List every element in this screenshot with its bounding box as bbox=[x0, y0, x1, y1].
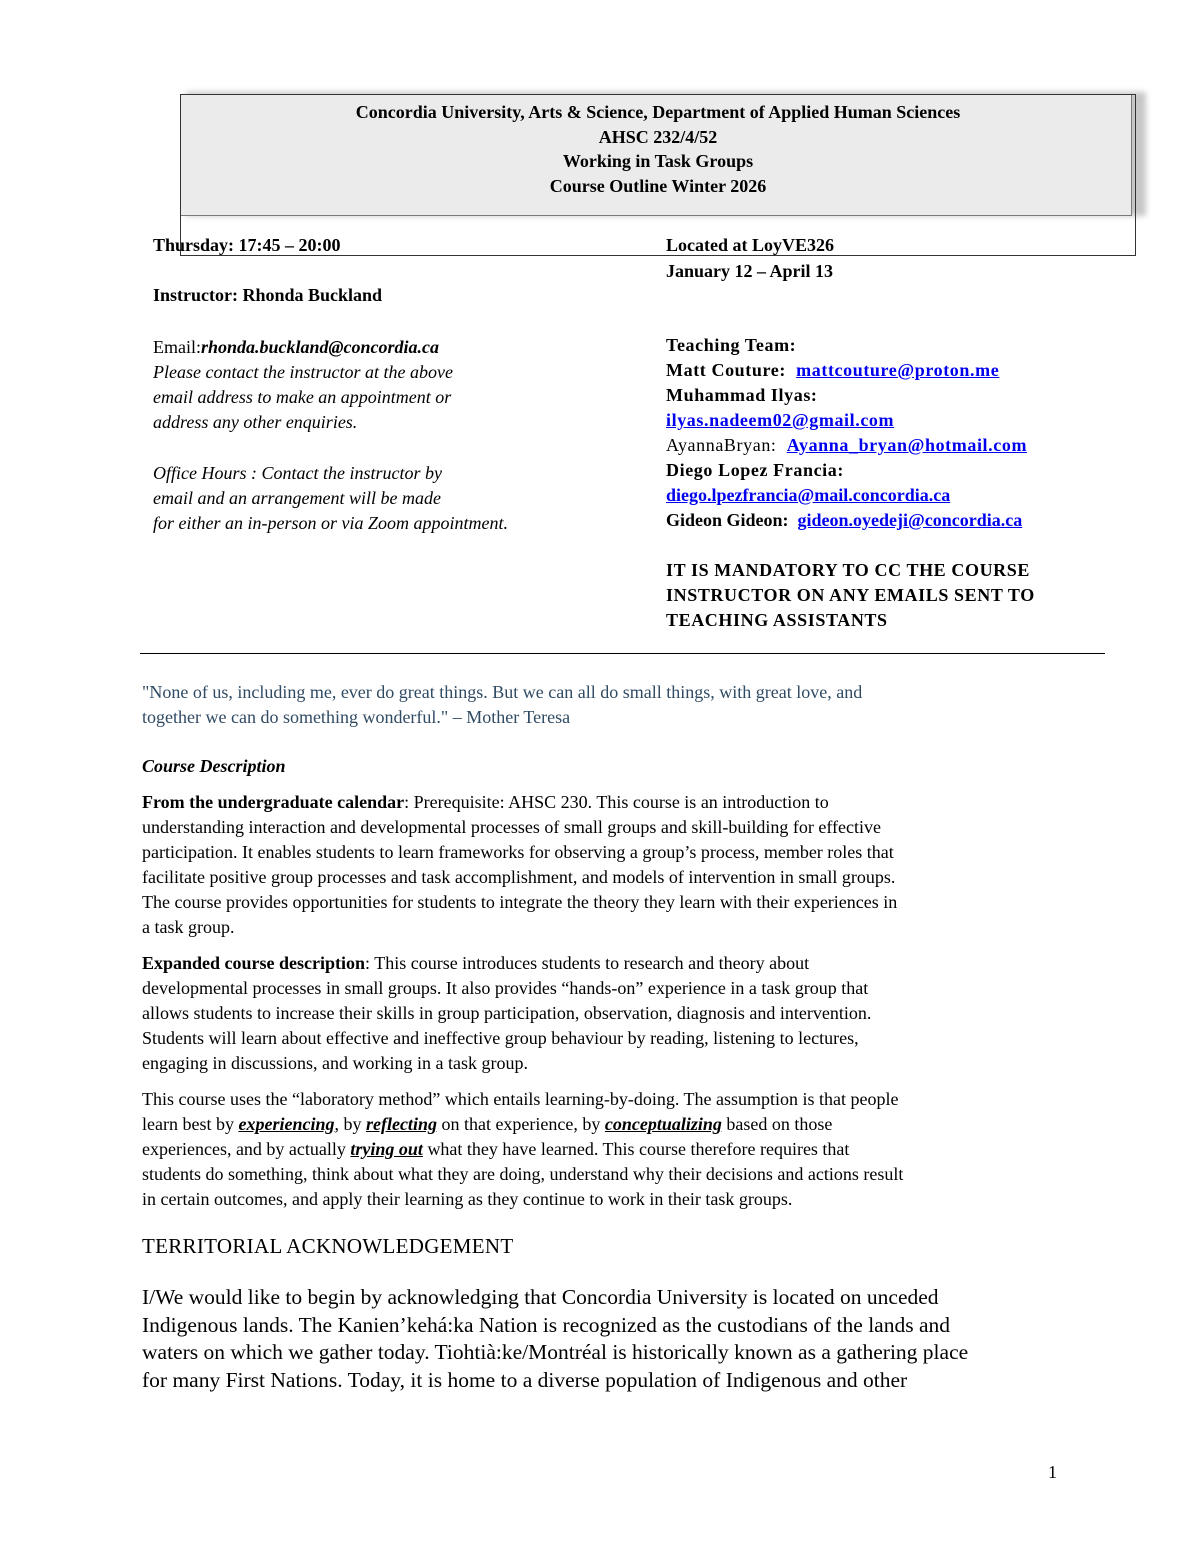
mother-teresa-quote bbox=[142, 680, 1042, 730]
expanded-line: : This course introduces students to research and theory about bbox=[365, 953, 810, 973]
emphasis-reflecting: reflecting bbox=[365, 1114, 437, 1134]
calendar-description bbox=[142, 790, 1067, 940]
expanded-line: Students will learn about effective and ineffective group behaviour by reading, listening to lectures, bbox=[142, 1028, 859, 1048]
contact-note bbox=[153, 360, 453, 435]
lab-line: This course uses the “laboratory method” which entails learning-by-doing. The assumption is that people bbox=[142, 1089, 899, 1109]
contact-note-line: address any other enquiries. bbox=[153, 412, 358, 432]
lab-line: experiences, and by actually trying out what they have learned. This course therefore requires that bbox=[142, 1139, 850, 1159]
teaching-team-title: Teaching Team: bbox=[666, 335, 797, 355]
territorial-line: waters on which we gather today. Tiohtià:ke/Montréal is historically known as a gathering place bbox=[142, 1340, 969, 1365]
office-hours-line: Office Hours : Contact the instructor by bbox=[153, 463, 442, 483]
emphasis-experiencing: experiencing bbox=[238, 1114, 335, 1134]
ta-name: Gideon Gideon: bbox=[666, 510, 789, 530]
ta-matt-couture bbox=[666, 358, 999, 383]
expanded-line: engaging in discussions, and working in a task group. bbox=[142, 1053, 528, 1073]
email-label: Email: bbox=[153, 337, 201, 357]
mandatory-cc-notice bbox=[666, 558, 1035, 633]
ta-email-link[interactable]: gideon.oyedeji@concordia.ca bbox=[797, 510, 1023, 530]
ta-email-link[interactable]: Ayanna_bryan@hotmail.com bbox=[786, 435, 1028, 455]
instructor-email[interactable]: rhonda.buckland@concordia.ca bbox=[201, 337, 439, 357]
class-schedule: Thursday: 17:45 – 20:00 bbox=[153, 235, 341, 255]
calendar-line: facilitate positive group processes and task accomplishment, and models of intervention in small groups. bbox=[142, 867, 896, 887]
laboratory-method bbox=[142, 1087, 1067, 1212]
expanded-line: developmental processes in small groups. It also provides “hands-on” experience in a task group that bbox=[142, 978, 869, 998]
header-course-title: Working in Task Groups bbox=[562, 151, 754, 171]
quote-line: together we can do something wonderful." – Mother Teresa bbox=[142, 707, 571, 727]
instructor-name: Instructor: Rhonda Buckland bbox=[153, 285, 383, 305]
page-number: 1 bbox=[1048, 1462, 1057, 1482]
calendar-line: The course provides opportunities for students to integrate the theory they learn with their experiences in bbox=[142, 892, 898, 912]
ta-diego-lopez-francia: Diego Lopez Francia: bbox=[666, 460, 844, 480]
instructor-email-line bbox=[153, 335, 439, 360]
lab-line: in certain outcomes, and apply their learning as they continue to work in their task groups. bbox=[142, 1189, 793, 1209]
contact-note-line: email address to make an appointment or bbox=[153, 387, 452, 407]
office-hours-line: email and an arrangement will be made bbox=[153, 488, 441, 508]
mandatory-line: INSTRUCTOR ON ANY EMAILS SENT TO bbox=[666, 585, 1035, 605]
office-hours bbox=[153, 461, 508, 536]
calendar-line: participation. It enables students to learn frameworks for observing a group’s process, member roles that bbox=[142, 842, 894, 862]
expanded-label: Expanded course description bbox=[142, 953, 366, 973]
ta-email-link[interactable]: diego.lpezfrancia@mail.concordia.ca bbox=[666, 485, 951, 505]
ta-muhammad-ilyas: Muhammad Ilyas: bbox=[666, 385, 818, 405]
territorial-text bbox=[142, 1284, 1072, 1395]
ta-diego-email bbox=[666, 483, 950, 508]
location: Located at LoyVE326 bbox=[666, 235, 834, 255]
ta-name: Matt Couture: bbox=[666, 360, 786, 380]
ta-muhammad-ilyas-email bbox=[666, 408, 894, 433]
header-outline-term: Course Outline Winter 2026 bbox=[549, 175, 767, 196]
territorial-line: for many First Nations. Today, it is home to a diverse population of Indigenous and other bbox=[142, 1368, 908, 1393]
expanded-line: allows students to increase their skills in group participation, observation, diagnosis and intervention. bbox=[142, 1003, 872, 1023]
emphasis-trying-out: trying out bbox=[350, 1139, 423, 1159]
ta-name: AyannaBryan: bbox=[666, 435, 777, 455]
quote-line: "None of us, including me, ever do great things. But we can all do small things, with great love, and bbox=[142, 682, 863, 702]
calendar-line: understanding interaction and developmental processes of small groups and skill-building for effective bbox=[142, 817, 881, 837]
territorial-line: Indigenous lands. The Kanien’kehá:ka Nation is recognized as the custodians of the lands and bbox=[142, 1312, 951, 1337]
mandatory-line: IT IS MANDATORY TO CC THE COURSE bbox=[666, 560, 1030, 580]
ta-ayanna-bryan bbox=[666, 433, 1027, 458]
calendar-line: a task group. bbox=[142, 917, 235, 937]
ta-gideon bbox=[666, 508, 1022, 533]
ta-email-link[interactable]: ilyas.nadeem02@gmail.com bbox=[666, 410, 895, 430]
expanded-description bbox=[142, 951, 1067, 1076]
lab-line: students do something, think about what they are doing, understand why their decisions and actions result bbox=[142, 1164, 904, 1184]
emphasis-conceptualizing: conceptualizing bbox=[604, 1114, 722, 1134]
territorial-heading: TERRITORIAL ACKNOWLEDGEMENT bbox=[142, 1234, 514, 1258]
calendar-line: : Prerequisite: AHSC 230. This course is an introduction to bbox=[404, 792, 829, 812]
mandatory-line: TEACHING ASSISTANTS bbox=[666, 610, 888, 630]
course-dates: January 12 – April 13 bbox=[666, 261, 834, 281]
territorial-line: I/We would like to begin by acknowledging that Concordia University is located on unceded bbox=[142, 1285, 939, 1309]
contact-note-line: Please contact the instructor at the above bbox=[153, 362, 453, 382]
section-divider bbox=[140, 653, 1105, 654]
lab-line: learn best by experiencing, by reflecting on that experience, by conceptualizing based on those bbox=[142, 1114, 833, 1134]
office-hours-line: for either an in-person or via Zoom appointment. bbox=[153, 513, 508, 533]
course-description-heading: Course Description bbox=[142, 756, 286, 776]
calendar-label: From the undergraduate calendar bbox=[142, 792, 405, 812]
header-course-code: AHSC 232/4/52 bbox=[598, 126, 718, 147]
ta-email-link[interactable]: mattcouture@proton.me bbox=[796, 360, 1000, 380]
course-header bbox=[180, 100, 1136, 198]
header-university: Concordia University, Arts & Science, Department of Applied Human Sciences bbox=[355, 102, 961, 122]
